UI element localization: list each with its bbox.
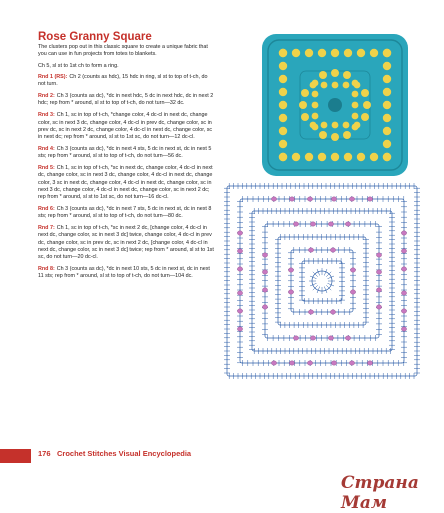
cluster-bobble	[383, 62, 391, 70]
round-outline	[291, 250, 353, 312]
cluster-bobble	[352, 91, 359, 98]
cluster-bobble	[331, 153, 339, 161]
dc-cluster-mark	[376, 253, 381, 257]
dc-cluster-mark	[345, 222, 350, 226]
round-7-edge	[237, 196, 407, 366]
cluster-bobble	[331, 69, 339, 77]
cluster-bobble	[279, 140, 287, 148]
dc-cluster-mark	[237, 327, 242, 331]
round-6-edge	[249, 208, 395, 354]
cluster-bobble	[383, 140, 391, 148]
cluster-bobble	[331, 49, 339, 57]
cluster-bobble	[332, 122, 339, 129]
dc-cluster-mark	[271, 361, 276, 365]
dc-cluster-mark	[307, 361, 312, 365]
cluster-bobble	[305, 49, 313, 57]
cluster-bobble	[292, 49, 300, 57]
cluster-bobble	[301, 113, 309, 121]
cluster-bobble	[361, 113, 369, 121]
cluster-bobble	[332, 82, 339, 89]
cluster-bobble	[279, 153, 287, 161]
dc-cluster-mark	[376, 305, 381, 309]
intro-text: The clusters pop out in this classic square to create a unique fabric that you can use in fun projects from totes to blankets.	[38, 44, 208, 58]
dc-cluster-mark	[401, 327, 406, 331]
round-3-edge	[288, 247, 356, 315]
cluster-bobble	[312, 124, 319, 131]
round-text: Ch 1, sc in top of t-ch, *sc in next 2 dc, [change color, 4 dc-cl in next dc, change color, sc in next 3 dc] twice, change color, 4 dc-cl in prev dc, change color, sc in prev dc, sc in next 2 dc, [change color, 4 dc-cl in next dc, change color, sc in next 3 dc] twice; rep from * around, sl st to 1st sc, do not turn—20 dc-cl.	[38, 225, 214, 261]
cluster-bobble	[305, 153, 313, 161]
cluster-bobble	[383, 127, 391, 135]
dc-cluster-mark	[262, 305, 267, 309]
watermark-logo: Страна Мам	[341, 473, 419, 513]
cluster-bobble	[361, 89, 369, 97]
cluster-bobble	[312, 80, 319, 87]
cluster-bobble	[343, 122, 350, 129]
round-text: Ch 3 (counts as dc), *dc in next 4 sts, 5 dc in next st, dc in next 5 sts; rep from * around, sl st to top of t-ch, do not turn—56 dc.	[38, 146, 212, 160]
round-label: Rnd 3:	[38, 112, 55, 119]
dc-cluster-mark	[262, 288, 267, 292]
cluster-bobble	[354, 82, 361, 89]
round-label: Rnd 8:	[38, 266, 55, 273]
dc-cluster-mark	[401, 267, 406, 271]
cluster-bobble	[357, 153, 365, 161]
cluster-bobble	[343, 82, 350, 89]
cluster-bobble	[299, 101, 307, 109]
cluster-bobble	[279, 101, 287, 109]
dc-cluster-mark	[289, 197, 294, 201]
cluster-bobble	[319, 131, 327, 139]
dc-cluster-mark	[331, 197, 336, 201]
cluster-bobble	[318, 153, 326, 161]
cluster-bobble	[301, 89, 309, 97]
cluster-bobble	[383, 114, 391, 122]
round-text: Ch 2 (counts as hdc), 15 hdc in ring, sl st to top of t-ch, do not turn.	[38, 74, 208, 88]
cluster-bobble	[383, 101, 391, 109]
stitch-diagram	[223, 175, 421, 388]
page-title: Rose Granny Square	[38, 31, 152, 43]
round-label: Rnd 1 (RS):	[38, 74, 68, 80]
cluster-bobble	[331, 133, 339, 141]
dc-cluster-mark	[328, 222, 333, 226]
round-text: Ch 3 (counts as dc), *dc in next 10 sts, 5 dc in next st, dc in next 11 sts; rep from * around, sl st to top of t-ch, do not turn—104 dc.	[38, 266, 210, 280]
dc-cluster-mark	[271, 197, 276, 201]
dc-cluster-mark	[367, 197, 372, 201]
dc-cluster-mark	[288, 290, 293, 294]
round-instructions	[38, 74, 214, 285]
round-text: Ch 1, sc in top of t-ch, *change color, 4 dc-cl in next dc, change color, sc in next 3 dc, change color, 4 dc-cl in prev dc, change color, sc in prev dc, sc in next 2 dc, change color, 4 dc-cl in next dc, change color, sc in next dc; rep from * around, sl st to 1st sc, do not turn—12 dc-cl.	[38, 112, 213, 141]
cluster-bobble	[383, 153, 391, 161]
round-text: Ch 3 (counts as dc), *dc in next hdc, 5 dc in next hdc, dc in next 2 hdc; rep from * around, sl st to top of t-ch, do not turn—32 dc.	[38, 93, 214, 107]
dc-cluster-mark	[310, 222, 315, 226]
cluster-bobble	[352, 102, 359, 109]
cluster-bobble	[383, 88, 391, 96]
dc-cluster-mark	[308, 310, 313, 314]
dc-cluster-mark	[401, 291, 406, 295]
cluster-bobble	[312, 91, 319, 98]
cluster-bobble	[352, 124, 359, 131]
dc-cluster-mark	[262, 270, 267, 274]
dc-cluster-mark	[345, 336, 350, 340]
cluster-bobble	[279, 88, 287, 96]
dc-cluster-mark	[289, 361, 294, 365]
cluster-bobble	[319, 71, 327, 79]
cluster-bobble	[383, 49, 391, 57]
dc-cluster-mark	[307, 197, 312, 201]
dc-cluster-mark	[237, 267, 242, 271]
cluster-bobble	[279, 75, 287, 83]
round-outline	[265, 224, 379, 338]
cluster-bobble	[321, 122, 328, 129]
round-7	[38, 225, 214, 261]
book-title: Crochet Stitches Visual Encyclopedia	[57, 449, 192, 458]
round-label: Rnd 4:	[38, 146, 55, 153]
cluster-bobble	[318, 49, 326, 57]
cluster-bobble	[321, 82, 328, 89]
cluster-bobble	[312, 102, 319, 109]
cluster-bobble	[279, 62, 287, 70]
dc-cluster-mark	[237, 231, 242, 235]
round-5-edge	[262, 221, 382, 341]
round-outline	[252, 211, 392, 351]
round-2-edge	[299, 258, 345, 304]
dc-cluster-mark	[330, 310, 335, 314]
dc-cluster-mark	[401, 249, 406, 253]
round-label: Rnd 2:	[38, 93, 55, 100]
dc-cluster-mark	[262, 253, 267, 257]
foundation-chain-text: Ch 5, sl st to 1st ch to form a ring.	[38, 63, 119, 69]
dc-cluster-mark	[330, 248, 335, 252]
cluster-bobble	[370, 153, 378, 161]
center-ring	[328, 98, 342, 112]
dc-cluster-mark	[350, 290, 355, 294]
cluster-bobble	[279, 49, 287, 57]
round-5	[38, 165, 214, 201]
cluster-bobble	[363, 101, 371, 109]
round-label: Rnd 6:	[38, 206, 55, 213]
cluster-bobble	[357, 49, 365, 57]
granny-square-photo	[256, 30, 414, 180]
cluster-bobble	[344, 153, 352, 161]
dc-cluster-mark	[237, 249, 242, 253]
cluster-bobble	[279, 127, 287, 135]
dc-cluster-mark	[310, 336, 315, 340]
dc-cluster-mark	[401, 309, 406, 313]
dc-cluster-mark	[328, 336, 333, 340]
dc-cluster-mark	[237, 291, 242, 295]
round-outline	[227, 186, 417, 376]
cluster-bobble	[352, 113, 359, 120]
dc-cluster-mark	[331, 361, 336, 365]
dc-cluster-mark	[401, 231, 406, 235]
round-8	[38, 266, 214, 280]
round-1	[38, 74, 214, 88]
cluster-bobble	[343, 131, 351, 139]
cluster-bobble	[343, 71, 351, 79]
dc-cluster-mark	[349, 361, 354, 365]
page-number: 176	[38, 449, 51, 458]
round-outline	[240, 199, 404, 363]
cluster-bobble	[312, 113, 319, 120]
cluster-bobble	[279, 114, 287, 122]
round-text: Ch 3 (counts as dc), *dc in next 7 sts, 5 dc in next st, dc in next 8 sts; rep from * around, sl st to top of t-ch, do not turn—80 dc.	[38, 206, 212, 220]
dc-cluster-mark	[367, 361, 372, 365]
dc-cluster-mark	[293, 222, 298, 226]
round-outline	[302, 261, 342, 301]
round-label: Rnd 7:	[38, 225, 55, 232]
dc-cluster-mark	[293, 336, 298, 340]
dc-cluster-mark	[237, 309, 242, 313]
dc-cluster-mark	[308, 248, 313, 252]
dc-cluster-mark	[376, 288, 381, 292]
round-text: Ch 1, sc in top of t-ch, *sc in next dc, change color, 4 dc-cl in next dc, change color, sc in next 3 dc, change color, 4 dc-cl in next dc, change color, 3 sc in next dc, change color, 4 dc-cl in next dc, change color, sc in next 3 dc, change color, 4 dc-cl in next dc, change color, sc in next 2 dc; rep from * around, sl st to 1st sc, do not turn—16 dc-cl.	[38, 165, 213, 201]
cluster-bobble	[344, 49, 352, 57]
dc-cluster-mark	[288, 268, 293, 272]
round-label: Rnd 5:	[38, 165, 55, 172]
round-2	[38, 93, 214, 107]
dc-cluster-mark	[350, 268, 355, 272]
round-4	[38, 146, 214, 160]
round-3	[38, 112, 214, 141]
dc-cluster-mark	[376, 270, 381, 274]
dc-cluster-mark	[349, 197, 354, 201]
cluster-bobble	[292, 153, 300, 161]
cluster-bobble	[383, 75, 391, 83]
cluster-bobble	[370, 49, 378, 57]
round-6	[38, 206, 214, 220]
footer-color-bar	[0, 449, 31, 463]
